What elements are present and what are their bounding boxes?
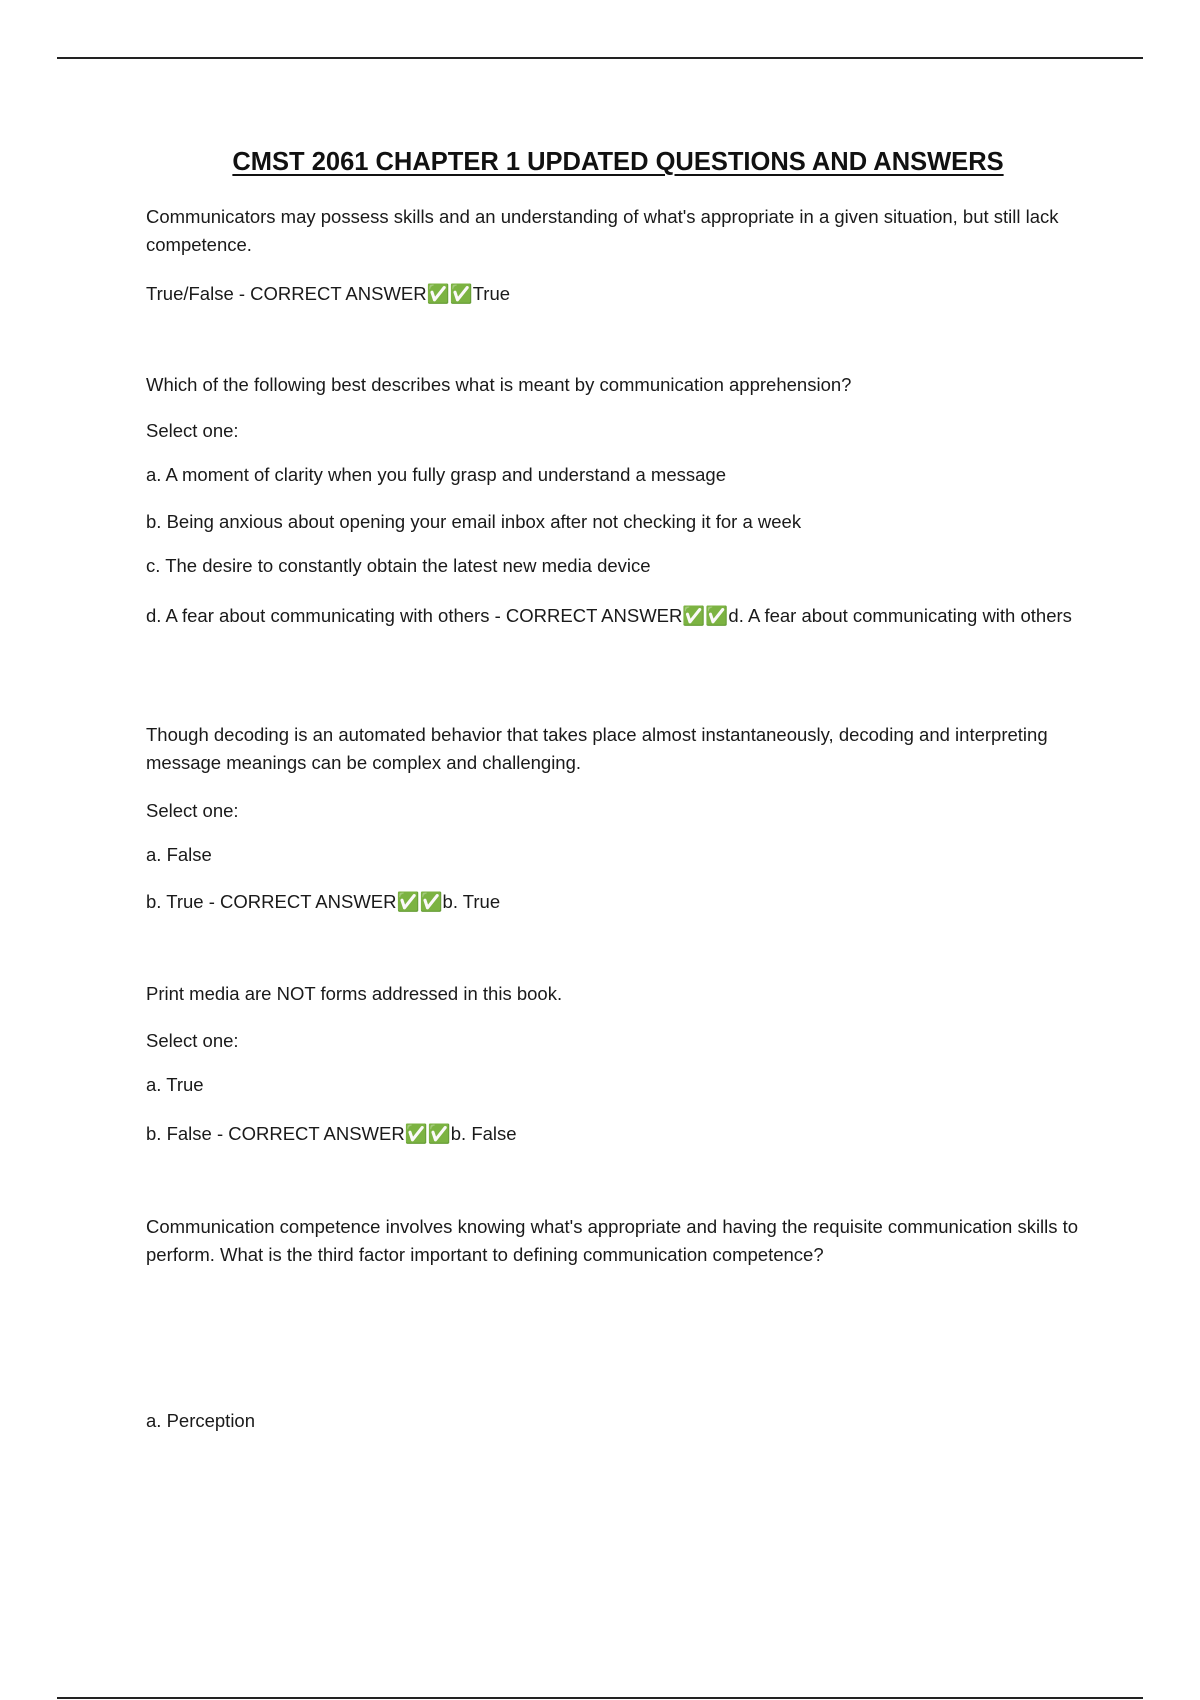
q4-question: Print media are NOT forms addressed in this book. [146, 983, 563, 1004]
q2-option-b: b. Being anxious about opening your email inbox after not checking it for a week [146, 511, 802, 532]
q2-prompt: Select one: [146, 420, 239, 441]
q1-answer: True/False - CORRECT ANSWER✅✅True [146, 283, 511, 304]
q2-question: Which of the following best describes what is meant by communication apprehension? [146, 374, 852, 395]
q2-option-a: a. A moment of clarity when you fully grasp and understand a message [146, 464, 726, 485]
q3-question: Though decoding is an automated behavior that takes place almost instantaneously, decoding and interpreting message meanings can be complex and challenging. [146, 724, 1048, 773]
q5-option-a: a. Perception [146, 1410, 256, 1431]
q3-option-a: a. False [146, 844, 212, 865]
q5-question: Communication competence involves knowing what's appropriate and having the requisite communication skills to perform. What is the third factor important to defining communication competence? [146, 1216, 1079, 1265]
q4-option-b: b. False - CORRECT ANSWER✅✅b. False [146, 1123, 517, 1144]
q2-option-d: d. A fear about communicating with others - CORRECT ANSWER✅✅d. A fear about communicating with others [146, 605, 1072, 626]
q4-option-a: a. True [146, 1074, 204, 1095]
bottom-rule [57, 1697, 1143, 1699]
q3-option-b: b. True - CORRECT ANSWER✅✅b. True [146, 891, 501, 912]
q3-prompt: Select one: [146, 800, 239, 821]
document-title: CMST 2061 CHAPTER 1 UPDATED QUESTIONS AND ANSWERS [232, 148, 1004, 176]
q1-question: Communicators may possess skills and an understanding of what's appropriate in a given situation, but still lack competence. [146, 206, 1059, 255]
top-rule [57, 57, 1143, 59]
q2-option-c: c. The desire to constantly obtain the latest new media device [146, 555, 651, 576]
q4-prompt: Select one: [146, 1030, 239, 1051]
